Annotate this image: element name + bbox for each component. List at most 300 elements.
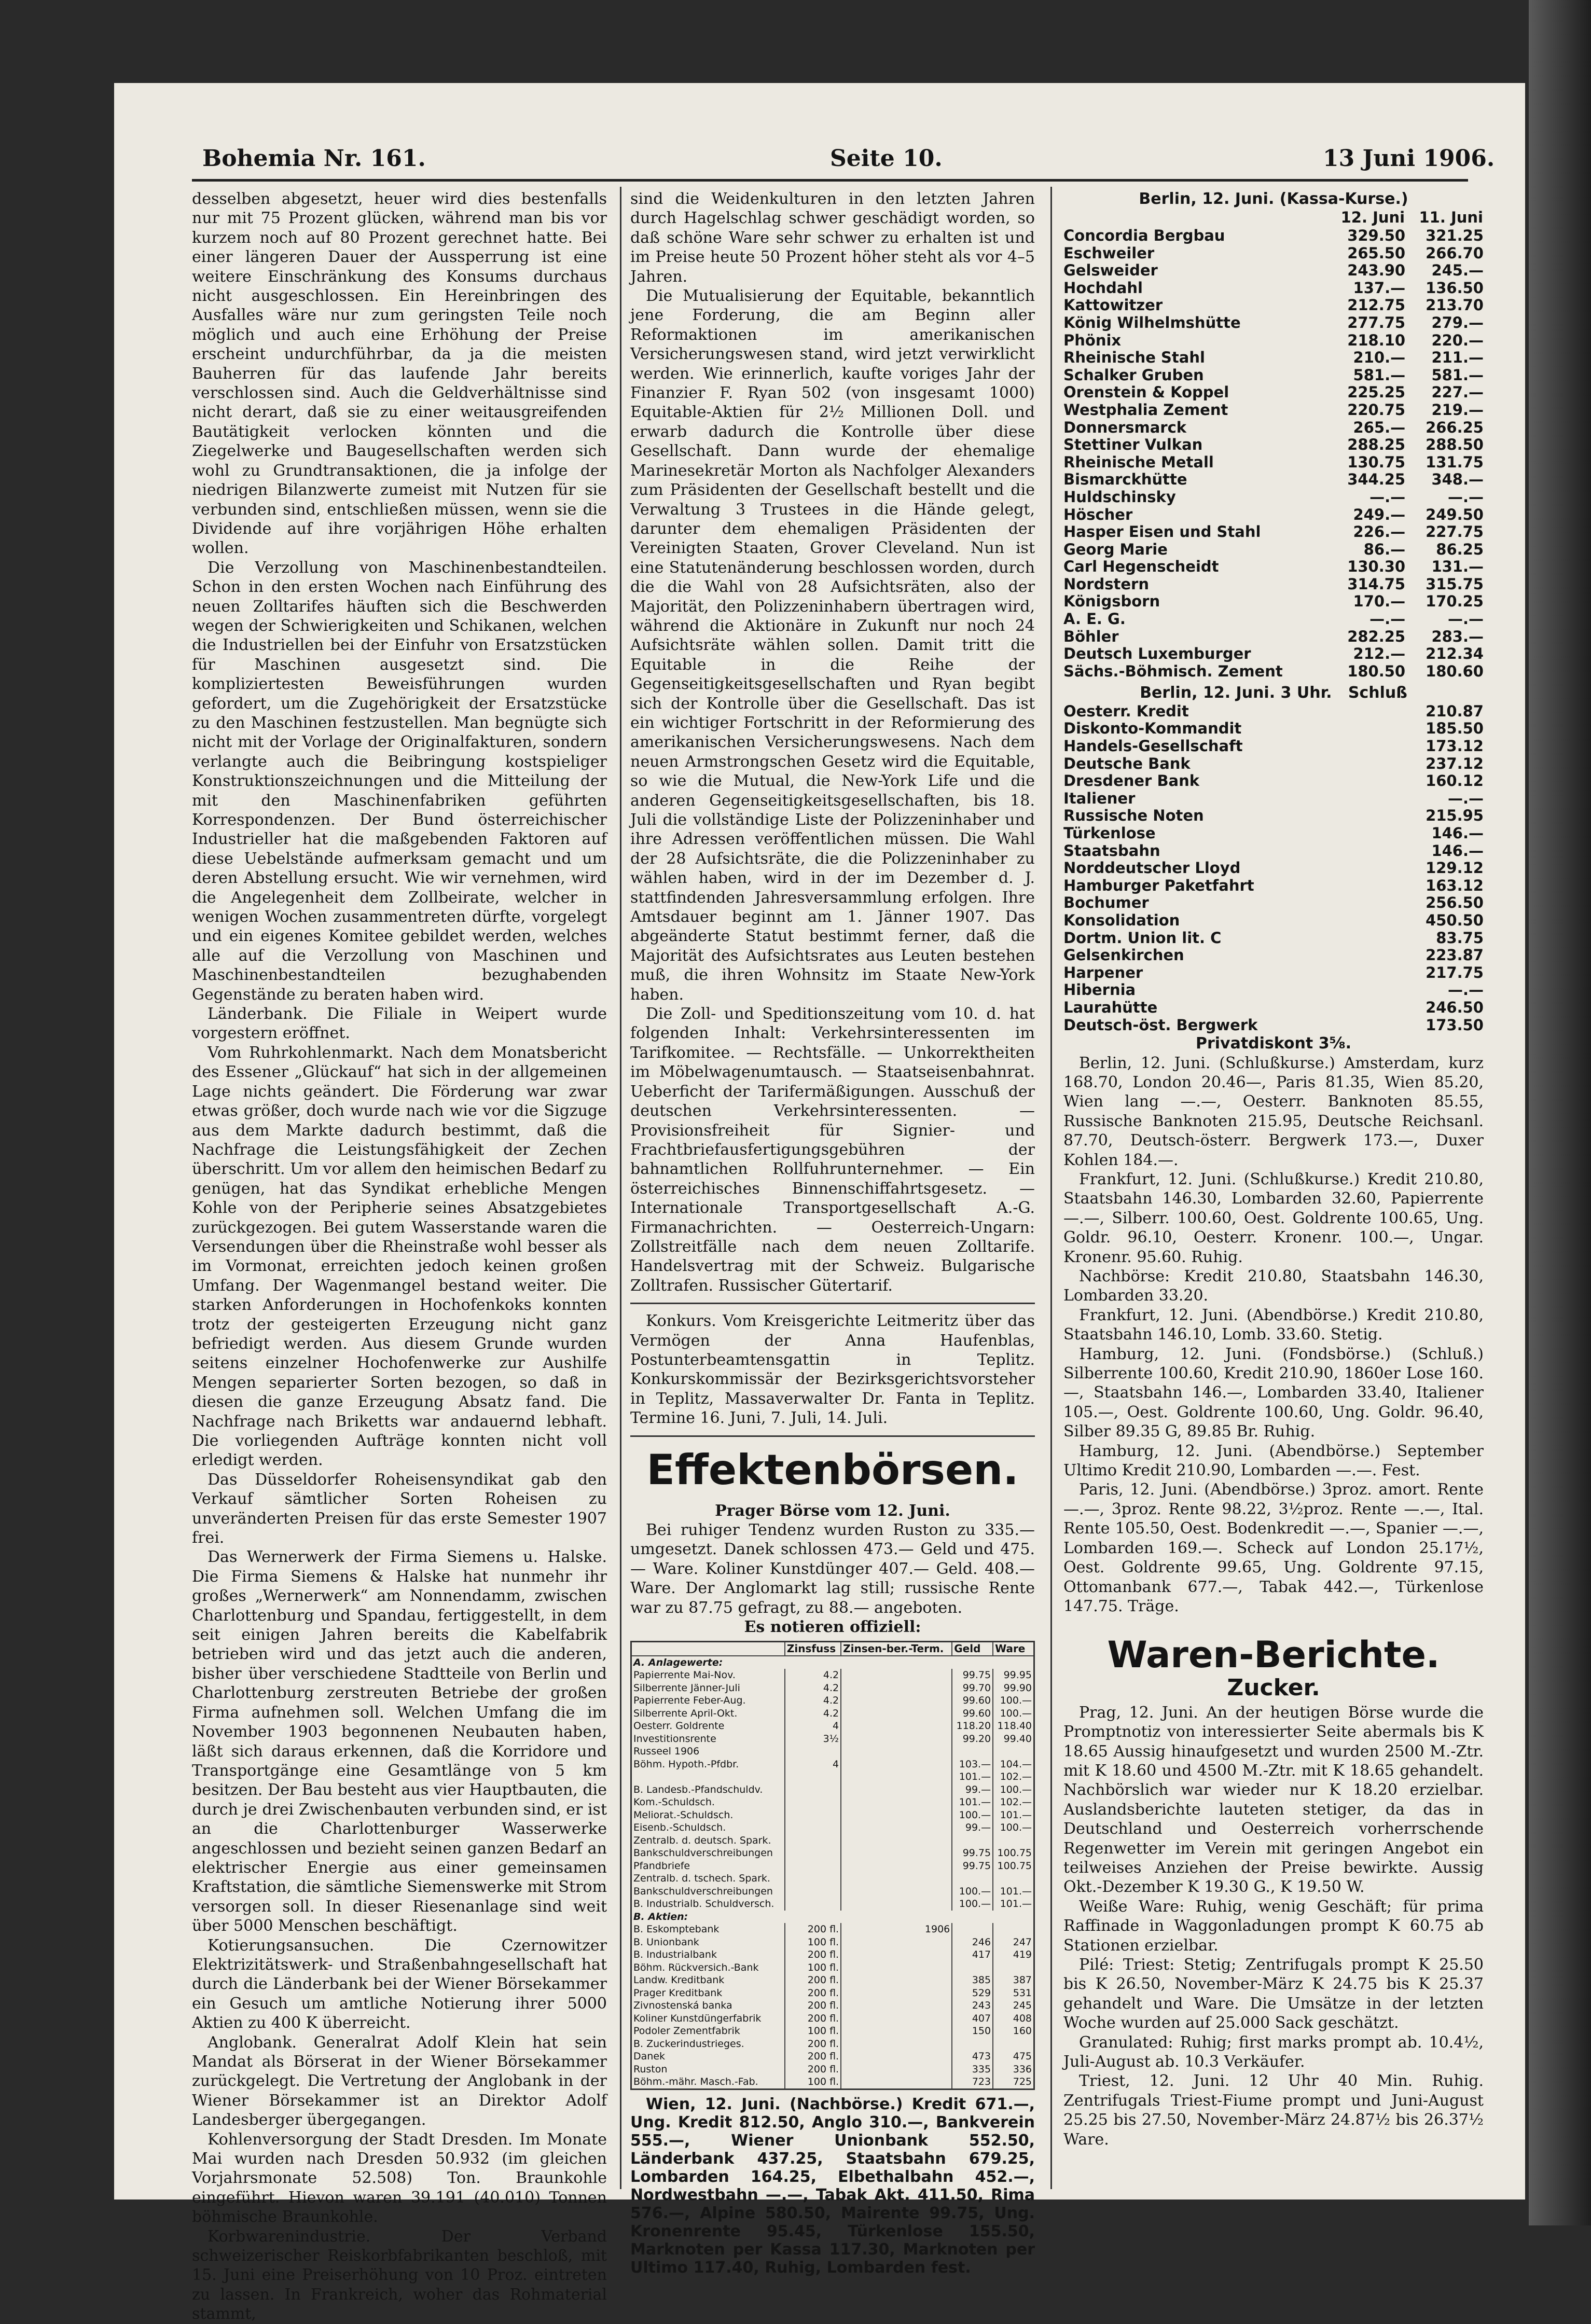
market-report: Nachbörse: Kredit 210.80, Staatsbahn 146.30, Lombarden 33.20. <box>1063 1267 1484 1305</box>
stock-value: 160.12 <box>1426 772 1484 790</box>
table-cell: 103.— <box>952 1758 993 1771</box>
stock-name: Stettiner Vulkan <box>1063 436 1203 454</box>
stock-row <box>1063 332 1484 350</box>
stock-value: 146.— <box>1431 824 1484 842</box>
table-cell <box>952 1834 993 1847</box>
stock-name: Sächs.-Böhmisch. Zement <box>1063 662 1283 680</box>
stock-row <box>1063 541 1484 559</box>
stock-name: Orenstein & Koppel <box>1063 383 1229 402</box>
stock-row <box>1063 842 1484 860</box>
table-row <box>631 2025 1034 2038</box>
berlin-kassa-table <box>1063 209 1484 680</box>
stock-name: Konsolidation <box>1063 911 1180 929</box>
stock-value: 163.12 <box>1426 876 1484 894</box>
table-cell: 101.— <box>952 1770 993 1783</box>
stock-row <box>1063 807 1484 825</box>
market-report: Paris, 12. Juni. (Abendbörse.) 3proz. amort. Rente —.—, 3proz. Rente 98.22, 3½proz. Rente —.—, Ital. Rente 105.50, Oest. Bodenkredit —.—, Spanier —.—, Lombarden 169.—. Scheck auf London 25.17½, Oest. Goldrente 99.65, Ung. Goldrente 97.15, Ottomanbank 677.—, Tabak 442.—, Türkenlose 147.75. Träge. <box>1063 1481 1484 1615</box>
market-report: Frankfurt, 12. Juni. (Schlußkurse.) Kredit 210.80, Staatsbahn 146.30, Lombarden 32.60, Papierrente —.—, Silberr. 100.60, Oest. Goldrente 100.65, Ung. Goldr. 96.10, Oesterr. Kronenr. 100.—, Ungar. Kronenr. 95.60. Ruhig. <box>1063 1170 1484 1266</box>
table-cell: 102.— <box>993 1796 1034 1809</box>
table-row <box>631 1974 1034 1987</box>
stock-name: Laurahütte <box>1063 998 1158 1016</box>
market-report: Hamburg, 12. Juni. (Abendbörse.) September Ultimo Kredit 210.90, Lombarden —.—. Fest. <box>1063 1442 1484 1480</box>
stock-row <box>1063 384 1484 402</box>
table-cell: 160 <box>993 2025 1034 2038</box>
table-cell <box>841 1999 952 2012</box>
table-cell <box>841 1707 952 1720</box>
article-paragraph: Länderbank. Die Filiale in Weipert wurde vorgestern eröffnet. <box>192 1005 607 1043</box>
stock-name: Hasper Eisen und Stahl <box>1063 523 1261 541</box>
stock-row <box>1063 663 1484 681</box>
table-cell: 243 <box>952 1999 993 2012</box>
stock-row <box>1063 576 1484 593</box>
table-cell <box>785 1885 841 1898</box>
table-cell: Podoler Zementfabrik <box>631 2025 785 2038</box>
zucker-heading: Zucker. <box>1227 1675 1320 1702</box>
stock-row <box>1063 262 1484 280</box>
stock-name: Gelsweider <box>1063 261 1158 280</box>
stock-value: 213.70 <box>1426 296 1484 314</box>
article-paragraph: Korbwarenindustrie. Der Verband schweizerischer Reiskorbfabrikanten beschloß, mit 15. Juni eine Preiserhöhung von 10 Proz. eintreten zu lassen. In Frankreich, woher das Rohmaterial stammt, <box>192 2227 607 2323</box>
table-cell: 100.— <box>952 1898 993 1911</box>
article-paragraph: Die Mutualisierung der Equitable, bekanntlich jene Forderung, die am Beginn aller Reformaktionen im amerikanischen Versicherungswesen stand, wird jetzt verwirklicht werden. Wie erinnerlich, kaufte voriges Jahr der Finanzier F. Ryan 502 (von insgesamt 1000) Equitable-Aktien für 2½ Millionen Doll. und erwarb dadurch die Kontrolle über diese Gesellschaft. Dann wurde der ehemalige Marinesekretär Morton als Nachfolger Alexanders zum Präsidenten der Gesellschaft bestellt und die Verwaltung 3 Trustees in die Hände gelegt, darunter dem ehemaligen Präsidenten der Vereinigten Staaten, Grover Cleveland. Nun ist eine Statutenänderung beschlossen worden, durch die die Wahl von 28 Aufsichtsräten, also der Majorität, den Polizzeninhabern übertragen wird, während die Aktionäre in Zukunft nur noch 24 Aufsichtsräte wählen sollen. Damit tritt die Equitable in die Reihe der Gegenseitigkeitsgesellschaften und Ryan begibt sich der Kontrolle über die Gesellschaft. Das ist ein wichtiger Fortschritt in der Reformierung des amerikanischen Versicherungswesens. Nach dem neuen Armstrongschen Gesetz wird die Equitable, so wie die Mutual, die New-York Life und die anderen Gegenseitigkeitsgesellschaften, bis 18. Juli die vollständige Liste der Polizzeninhaber und ihre Adressen veröffentlichen müssen. Die Wahl der 28 Aufsichtsräte, die die Polizzeninhaber zu wählen haben, wird in der im Dezember d. J. stattfindenden Jahresversammlung erfolgen. Ihre Amtsdauer beginnt am 1. Jänner 1907. Das abgeänderte Statut bestimmt ferner, daß die Majorität des Aufsichtsrates aus Leuten bestehen muß, die ihren Wohnsitz im Staate New-York haben. <box>630 287 1035 1004</box>
stock-name: Concordia Bergbau <box>1063 227 1225 244</box>
berlin-3uhr-table <box>1063 703 1484 1034</box>
table-cell <box>841 2076 952 2089</box>
table-row <box>631 2038 1034 2051</box>
table-cell <box>841 1872 952 1885</box>
table-row <box>631 1987 1034 2000</box>
table-cell: 4.2 <box>785 1694 841 1707</box>
table-cell: 419 <box>993 1948 1034 1961</box>
table-cell: Papierrente Feber-Aug. <box>631 1694 785 1707</box>
stock-value: 277.75 <box>1347 313 1406 331</box>
stock-name: A. E. G. <box>1063 610 1126 628</box>
berlin-3uhr-col: Schluß <box>1348 684 1407 702</box>
stock-value: —.— <box>1447 488 1484 506</box>
table-cell: Eisenb.-Schuldsch. <box>631 1821 785 1834</box>
table-cell <box>952 1923 993 1936</box>
table-cell: 407 <box>952 2012 993 2025</box>
table-cell: 100 fl. <box>785 2076 841 2089</box>
table-cell: Zentralb. d. deutsch. Spark. <box>631 1834 785 1847</box>
waren-paragraph: Prag, 12. Juni. An der heutigen Börse wurde die Promptnotiz von interessierter Seite abermals bis K 18.65 Aussig hinaufgesetzt und wurden 2500 M.-Ztr. mit K 18.60 und 4500 M.-Ztr. mit K 18.65 gehandelt. Nachbörslich war wieder nur K 18.20 erzielbar. Auslandsberichte lauteten stetiger, da das in Deutschland und Oesterreich vorherrschende Regenwetter im Verein mit geringen Angebot ein teilweises Anziehen der Preise bewirkte. Aussig Okt.-Dezember K 19.30 G., K 19.50 W. <box>1063 1703 1484 1897</box>
table-cell: 247 <box>993 1936 1034 1949</box>
table-cell: Kom.-Schuldsch. <box>631 1796 785 1809</box>
berlin-kassa-heading: Berlin, 12. Juni. (Kassa-Kurse.) <box>1139 190 1408 208</box>
stock-value: 249.— <box>1353 505 1406 523</box>
stock-value: 243.90 <box>1347 261 1406 280</box>
table-cell: 200 fl. <box>785 1923 841 1936</box>
table-cell <box>841 1720 952 1733</box>
table-cell <box>993 1834 1034 1847</box>
article-paragraph: Kotierungsansuchen. Die Czernowitzer Elektrizitätswerk- und Straßenbahngesellschaft hat durch die Länderbank bei der Wiener Börsekammer ein Gesuch um amtliche Notierung ihrer 5000 Aktien zu 400 K überreicht. <box>192 1936 607 2032</box>
table-cell <box>841 1745 952 1758</box>
stock-row <box>1063 454 1484 472</box>
table-cell <box>841 1783 952 1796</box>
stock-name: Rheinische Metall <box>1063 453 1214 471</box>
table-cell: 725 <box>993 2076 1034 2089</box>
stock-row <box>1063 280 1484 297</box>
table-section-label: B. Aktien: <box>631 1911 1034 1924</box>
table-cell: 99.70 <box>952 1682 993 1695</box>
stock-value: 249.50 <box>1426 505 1484 523</box>
table-cell: 99.20 <box>952 1733 993 1746</box>
stock-value: 130.30 <box>1347 558 1406 576</box>
table-cell: 4.2 <box>785 1682 841 1695</box>
stock-name: Hochdahl <box>1063 279 1143 297</box>
table-cell <box>841 2050 952 2063</box>
table-cell <box>841 1796 952 1809</box>
table-cell <box>952 1961 993 1974</box>
table-cell: 200 fl. <box>785 1987 841 2000</box>
stock-row <box>1063 245 1484 262</box>
table-row <box>631 1682 1034 1695</box>
berlin-3uhr-title: Berlin, 12. Juni. 3 Uhr. <box>1140 684 1332 702</box>
table-row <box>631 1961 1034 1974</box>
stock-value: 217.75 <box>1426 963 1484 981</box>
table-row <box>631 1885 1034 1898</box>
stock-value: 212.34 <box>1426 645 1484 663</box>
table-cell: 101.— <box>993 1809 1034 1822</box>
stock-row <box>1063 964 1484 982</box>
stock-name: Norddeutscher Lloyd <box>1063 859 1241 877</box>
stock-name: Dortm. Union lit. C <box>1063 929 1222 947</box>
table-row <box>631 1770 1034 1783</box>
stock-row <box>1063 489 1484 506</box>
table-row <box>631 1860 1034 1873</box>
stock-value: 581.— <box>1353 366 1406 384</box>
article-paragraph: Die Zoll- und Speditionszeitung vom 10. d. hat folgenden Inhalt: Verkehrsinteressenten im Tarifkomitee. — Rechtsfälle. — Unkorrektheiten im Möbelwagenumtausch. — Staatseisenbahnrat. Ueberficht der Tarifermäßigungen. Ausschuß der deutschen Verkehrsinteressenten. — Provisionsfreiheit für Signier- und Frachtbriefausfertigungsgebühren der bahnamtlichen Rollfuhrunternehmer. — Ein österreichisches Binnenschiffahrtsgesetz. — Internationale Transportgesellschaft A.-G. Firmanachrichten. — Oesterreich-Ungarn: Zollstreitfälle nach dem neuen Zolltarife. Handelsvertrag mit der Schweiz. Bulgarische Zolltrafen. Russischer Gütertarif. <box>630 1005 1035 1295</box>
newspaper-page <box>114 83 1525 2323</box>
stock-name: Bochumer <box>1063 894 1149 912</box>
stock-value: 86.25 <box>1436 540 1484 558</box>
table-cell <box>993 1923 1034 1936</box>
stock-value: 137.— <box>1353 279 1406 297</box>
table-cell: B. Landesb.-Pfandschuldv. <box>631 1783 785 1796</box>
stock-value: 210.87 <box>1426 702 1484 720</box>
stock-name: Höscher <box>1063 505 1133 523</box>
table-cell <box>841 1847 952 1860</box>
table-cell <box>841 1809 952 1822</box>
stock-value: 266.70 <box>1426 244 1484 262</box>
table-cell: 529 <box>952 1987 993 2000</box>
stock-row <box>1063 523 1484 541</box>
table-cell: 100.75 <box>993 1847 1034 1860</box>
stock-value: 450.50 <box>1426 911 1484 929</box>
article-paragraph: Anglobank. Generalrat Adolf Klein hat sein Mandat als Börserat in der Wiener Börsekammer zurückgelegt. Die Vertretung der Anglobank in der Wiener Börsekammer ist an Direktor Adolf Landesberger übergegangen. <box>192 2033 607 2129</box>
table-cell <box>785 1745 841 1758</box>
table-cell <box>785 1796 841 1809</box>
stock-value: 211.— <box>1431 349 1484 367</box>
waren-paragraph: Triest, 12. Juni. 12 Uhr 40 Min. Ruhig. Zentrifugals Triest-Fiume prompt und Juni-August 25.25 bis 27.50, November-März 24.87½ bis 26.37½ Ware. <box>1063 2072 1484 2149</box>
stock-value: 314.75 <box>1347 575 1406 593</box>
stock-row <box>1063 912 1484 930</box>
table-cell: 335 <box>952 2063 993 2076</box>
stock-name: Hibernia <box>1063 981 1136 999</box>
section-rule <box>630 1435 1035 1437</box>
stock-row <box>1063 593 1484 611</box>
stock-value: 288.50 <box>1426 436 1484 454</box>
notieren-heading: Es notieren offiziell: <box>744 1618 921 1637</box>
table-header: Zinsfuss <box>785 1642 841 1656</box>
stock-name: Harpener <box>1063 963 1143 981</box>
stock-value: 131.75 <box>1426 453 1484 471</box>
market-report: Berlin, 12. Juni. (Schlußkurse.) Amsterdam, kurz 168.70, London 20.46—, Paris 81.35, Wien 85.20, Wien lang —.—, Oesterr. Banknoten 85.55, Russische Banknoten 215.95, Deutsche Reichsanl. 87.70, Deutsch-österr. Bergwerk 173.—, Duxer Kohlen 184.—. <box>1063 1054 1484 1169</box>
stock-value: 185.50 <box>1426 720 1484 738</box>
stock-name: Italiener <box>1063 789 1136 807</box>
table-cell <box>841 1885 952 1898</box>
stock-name: Gelsenkirchen <box>1063 946 1184 964</box>
table-row <box>631 1936 1034 1949</box>
table-cell: 101.— <box>952 1796 993 1809</box>
table-cell: 417 <box>952 1948 993 1961</box>
table-cell: Prager Kreditbank <box>631 1987 785 2000</box>
table-cell: 100 fl. <box>785 2025 841 2038</box>
stock-row <box>1063 894 1484 912</box>
table-row <box>631 1847 1034 1860</box>
stock-name: Deutsch-öst. Bergwerk <box>1063 1016 1258 1034</box>
table-cell: 100.— <box>952 1809 993 1822</box>
table-cell: Böhm. Rückversich.-Bank <box>631 1961 785 1974</box>
table-section-label: A. Anlagewerte: <box>631 1656 1034 1669</box>
table-cell: 3½ <box>785 1733 841 1746</box>
table-cell: Zentralb. d. tschech. Spark. <box>631 1872 785 1885</box>
stock-value: 225.25 <box>1347 383 1406 402</box>
stock-value: 266.25 <box>1426 418 1484 436</box>
stock-row <box>1063 790 1484 808</box>
table-cell: 99.75 <box>952 1860 993 1873</box>
article-paragraph: sind die Weidenkulturen in den letzten Jahren durch Hagelschlag schwer geschädigt worden, so daß schöne Ware sehr schwer zu erhalten ist und im Preise heute 50 Prozent höher steht als vor 4–5 Jahren. <box>630 190 1035 286</box>
stock-name: Donnersmarck <box>1063 418 1187 436</box>
stock-row <box>1063 720 1484 738</box>
table-cell: 387 <box>993 1974 1034 1987</box>
table-cell: 99.95 <box>993 1669 1034 1682</box>
table-cell <box>993 2038 1034 2051</box>
table-cell <box>952 1872 993 1885</box>
table-cell: 4 <box>785 1720 841 1733</box>
table-row <box>631 2050 1034 2063</box>
stock-row <box>1063 703 1484 721</box>
article-paragraph: desselben abgesetzt, heuer wird dies bestenfalls nur mit 75 Prozent glücken, während man bis vor kurzem noch auf 80 Prozent gerechnet hatte. Bei einer längeren Dauer der Aussperrung ist eine weitere Einschränkung des Konsums durchaus nicht ausgeschlossen. Ein Hereinbringen des Ausfalles wäre nur zum geringsten Teile noch möglich und auch eine Erhöhung der Preise erscheint undurchführbar, da ja die meisten Bauherren für das laufende Jahr bereits verschlossen sind. Auch die Geldverhältnisse sind nicht derart, daß sie zu einer weitausgreifenden Bautätigkeit verlocken könnten und die Ziegelwerke und Baugesellschaften werden sich wohl zu Grundtransaktionen, die ja infolge der niedrigen Bilanzwerte zumeist mit Nutzen für sie verbunden sind, entschließen müssen, wenn sie die Dividende auf ihre vorjährigen Höhe erhalten wollen. <box>192 190 607 558</box>
stock-value: 279.— <box>1431 313 1484 331</box>
table-cell: 99.60 <box>952 1694 993 1707</box>
stock-value: 245.— <box>1431 261 1484 280</box>
table-cell <box>993 1745 1034 1758</box>
stock-name: Böhler <box>1063 627 1119 645</box>
stock-value: 227.75 <box>1426 523 1484 541</box>
table-row <box>631 1809 1034 1822</box>
stock-row <box>1063 367 1484 384</box>
table-cell: 200 fl. <box>785 2038 841 2051</box>
table-cell <box>841 1961 952 1974</box>
stock-value: 282.25 <box>1347 627 1406 645</box>
wien-nachboerse: Wien, 12. Juni. (Nachbörse.) Kredit 671.—, Ung. Kredit 812.50, Anglo 310.—, Bankverein 555.—, Wiener Unionbank 552.50, Länderbank 437.25, Staatsbahn 679.25, Lombarden 164.25, Elbethalbahn 452.—, Nordwestbahn —.—, Tabak Akt. 411.50, Rima 576.—, Alpine 580.50, Mairente 99.75, Ung. Kronenrente 95.45, Türkenlose 155.50, Marknoten per Kassa 117.30, Marknoten per Ultimo 117.40, Ruhig, Lombarden fest. <box>630 2095 1035 2277</box>
stock-row <box>1063 825 1484 842</box>
stock-value: 344.25 <box>1347 471 1406 489</box>
stock-value: 173.12 <box>1426 737 1484 755</box>
table-row <box>631 1821 1034 1834</box>
stock-name: Diskonto-Kommandit <box>1063 720 1242 738</box>
table-cell <box>841 1948 952 1961</box>
stock-row <box>1063 645 1484 663</box>
table-row <box>631 1898 1034 1911</box>
table-cell: 4 <box>785 1758 841 1771</box>
table-cell <box>993 1872 1034 1885</box>
stock-value: 219.— <box>1431 400 1484 419</box>
stock-value: —.— <box>1369 488 1406 506</box>
table-cell <box>785 1872 841 1885</box>
section-rule <box>630 1303 1035 1304</box>
table-cell <box>785 1860 841 1873</box>
stock-value: —.— <box>1447 981 1484 999</box>
table-cell <box>785 1821 841 1834</box>
stock-row <box>1063 227 1484 245</box>
masthead-left: Bohemia Nr. 161. <box>202 145 426 172</box>
table-cell <box>785 1847 841 1860</box>
table-cell <box>841 1669 952 1682</box>
stock-value: 237.12 <box>1426 754 1484 772</box>
table-cell: 200 fl. <box>785 2063 841 2076</box>
table-cell: 4.2 <box>785 1707 841 1720</box>
table-cell: 408 <box>993 2012 1034 2025</box>
stock-row <box>1063 506 1484 524</box>
table-cell: 99.75 <box>952 1669 993 1682</box>
table-cell: 100.75 <box>993 1860 1034 1873</box>
stock-value: 223.87 <box>1426 946 1484 964</box>
table-cell: Investitionsrente <box>631 1733 785 1746</box>
stock-value: 220.75 <box>1347 400 1406 419</box>
table-cell <box>952 1745 993 1758</box>
table-cell <box>841 1974 952 1987</box>
stock-value: 170.— <box>1353 592 1406 611</box>
stock-name: Phönix <box>1063 331 1122 349</box>
table-cell <box>841 1834 952 1847</box>
table-cell: 100.— <box>993 1783 1034 1796</box>
stock-name: Deutsche Bank <box>1063 754 1191 772</box>
page-number: Seite 10. <box>830 145 943 172</box>
table-section-row <box>631 1911 1034 1924</box>
col-head: 11. Juni <box>1419 209 1483 227</box>
table-cell: 200 fl. <box>785 2050 841 2063</box>
stock-row <box>1063 349 1484 367</box>
table-cell: 200 fl. <box>785 1999 841 2012</box>
stock-row <box>1063 999 1484 1017</box>
table-cell: Landw. Kreditbank <box>631 1974 785 1987</box>
table-cell: Papierrente Mai-Nov. <box>631 1669 785 1682</box>
stock-value: 265.50 <box>1347 244 1406 262</box>
stock-value: 226.— <box>1353 523 1406 541</box>
prager-heading: Prager Börse vom 12. Juni. <box>715 1501 950 1520</box>
table-cell <box>841 2025 952 2038</box>
table-row <box>631 2076 1034 2089</box>
stock-name: Eschweiler <box>1063 244 1155 262</box>
table-cell: 100.— <box>993 1821 1034 1834</box>
stock-row <box>1063 628 1484 646</box>
issue-date: 13 Juni 1906. <box>1323 145 1495 172</box>
stock-row <box>1063 738 1484 755</box>
table-cell: 101.— <box>993 1885 1034 1898</box>
stock-value: 180.60 <box>1426 662 1484 680</box>
table-cell: 100 fl. <box>785 1961 841 1974</box>
table-row <box>631 1923 1034 1936</box>
table-cell: Zivnostenská banka <box>631 1999 785 2012</box>
stock-value: 212.— <box>1353 645 1406 663</box>
table-cell: 100 fl. <box>785 1936 841 1949</box>
table-cell: B. Industrialbank <box>631 1948 785 1961</box>
table-row <box>631 2012 1034 2025</box>
table-cell <box>841 1936 952 1949</box>
effekten-title: Effektenbörsen. <box>646 1445 1019 1494</box>
table-cell: Ruston <box>631 2063 785 2076</box>
table-row <box>631 1707 1034 1720</box>
stock-value: 180.50 <box>1347 662 1406 680</box>
stock-name: Huldschinsky <box>1063 488 1176 506</box>
table-cell: Danek <box>631 2050 785 2063</box>
stock-value: 210.— <box>1353 349 1406 367</box>
stock-value: 265.— <box>1353 418 1406 436</box>
table-cell: 99.— <box>952 1783 993 1796</box>
stock-value: 86.— <box>1363 540 1406 558</box>
table-cell: Böhm. Hypoth.-Pfdbr. <box>631 1758 785 1771</box>
prager-text: Bei ruhiger Tendenz wurden Ruston zu 335.— umgesetzt. Danek schlossen 473.— Geld und 475.— Ware. Koliner Kunstdünger 407.— Geld. 408.— Ware. Der Anglomarkt lag still; russische Rente war zu 87.75 gefragt, zu 88.— angeboten. <box>630 1521 1035 1617</box>
table-cell: 99.40 <box>993 1733 1034 1746</box>
stock-name: Dresdener Bank <box>1063 772 1200 790</box>
table-cell: B. Unionbank <box>631 1936 785 1949</box>
article-paragraph: Das Düsseldorfer Roheisensyndikat gab den Verkauf sämtlicher Sorten Roheisen zu unveränderten Preisen für das erste Semester 1907 frei. <box>192 1470 607 1547</box>
stock-row <box>1063 611 1484 628</box>
table-cell: B. Industrialb. Schuldversch. <box>631 1898 785 1911</box>
article-paragraph: Die Verzollung von Maschinenbestandteilen. Schon in den ersten Wochen nach Einführung des neuen Zolltarifes häuften sich die Beschwerden wegen der Schwierigkeiten und Schikanen, welchen die Industriellen bei der Einfuhr von Ersatzstücken für Maschinen ausgesetzt sind. Die kompliziertesten Beweisführungen wurden gefordert, um die Zugehörigkeit der Ersatzstücke zu den Maschinen festzustellen. Man begnügte sich nicht mit der Vorlage der Originalfakturen, sondern verlangte auch die Beibringung kostspieliger Konstruktionszeichnungen und die Mitteilung der mit den Maschinenfabriken geführten Korrespondenzen. Der Bund österreichischer Industrieller hat die maßgebenden Faktoren auf diese Uebelstände aufmerksam gemacht und um deren Abstellung ersucht. Wie wir vernehmen, wird die Angelegenheit dem Zollbeirate, welcher in wenigen Wochen zusammentreten dürfte, vorgelegt und ein eigenes Komitee gebildet werden, welches alle auf die Verzollung von Maschinen und Maschinenbestandteilen bezughabenden Gegenstände zu beraten haben wird. <box>192 558 607 1004</box>
table-section-row <box>631 1656 1034 1669</box>
stock-name: König Wilhelmshütte <box>1063 313 1241 331</box>
table-cell <box>993 1961 1034 1974</box>
column-divider <box>620 187 621 2189</box>
stock-name: Hamburger Paketfahrt <box>1063 876 1254 894</box>
stock-name: Bismarckhütte <box>1063 471 1187 489</box>
table-cell: Meliorat.-Schuldsch. <box>631 1809 785 1822</box>
stock-row <box>1063 947 1484 964</box>
table-cell: B. Eskomptebank <box>631 1923 785 1936</box>
stock-name: Handels-Gesellschaft <box>1063 737 1243 755</box>
stock-value: 129.12 <box>1426 859 1484 877</box>
table-cell <box>631 1770 785 1783</box>
stock-value: —.— <box>1369 610 1406 628</box>
table-cell: 102.— <box>993 1770 1034 1783</box>
stock-row <box>1063 877 1484 895</box>
table-cell: Bankschuldverschreibungen <box>631 1847 785 1860</box>
table-header <box>631 1642 785 1656</box>
article-paragraph: Das Wernerwerk der Firma Siemens u. Halske. Die Firma Siemens & Halske hat nunmehr ihr großes „Wernerwerk“ am Nonnendamm, zwischen Charlottenburg und Spandau, fertiggestellt, in dem seit einigen Jahren bereits die Kabelfabrik betrieben wird und das jetzt auch die anderen, bisher über verschiedene Stadtteile von Berlin und Charlottenburg zerstreuten Betriebe der großen Firma aufnehmen soll. Welchen Umfang die im November 1903 begonnenen Neubauten haben, läßt sich daraus erkennen, daß die Korridore und Transportgänge eine Gesamtlänge von 5 km besitzen. Der Bau besteht aus vier Hauptbauten, die durch je drei Zwischenbauten verbunden sind, er ist an die Charlottenburger Wasserwerke angeschlossen und bezieht seinen ganzen Bedarf an elektrischer Energie aus einer gemeinsamen Kraftstation, die sämtliche Siemenswerke mit Strom versorgen soll. In dieser Riesenanlage sind weit über 5000 Menschen beschäftigt. <box>192 1548 607 1935</box>
stock-row <box>1063 1017 1484 1034</box>
table-cell: 475 <box>993 2050 1034 2063</box>
table-cell: 246 <box>952 1936 993 1949</box>
table-row <box>631 1834 1034 1847</box>
stock-row <box>1063 419 1484 437</box>
stock-name: Staatsbahn <box>1063 841 1160 860</box>
table-row <box>631 1758 1034 1771</box>
table-cell: 150 <box>952 2025 993 2038</box>
article-paragraph: Kohlenversorgung der Stadt Dresden. Im Monate Mai wurden nach Dresden 50.932 (im gleichen Vorjahrsmonate 52.508) Ton. Braunkohle eingeführt. Hievon waren 39.191 (40.010) Tonnen böhmische Braunkohle. <box>192 2130 607 2226</box>
stock-value: 173.50 <box>1426 1016 1484 1034</box>
stock-name: Schalker Gruben <box>1063 366 1204 384</box>
stock-value: 283.— <box>1431 627 1484 645</box>
table-header: Zinsen-ber.-Term. <box>841 1642 952 1656</box>
stock-row <box>1063 314 1484 332</box>
stock-value: 315.75 <box>1426 575 1484 593</box>
market-report: Frankfurt, 12. Juni. (Abendbörse.) Kredit 210.80, Staatsbahn 146.10, Lomb. 33.60. Stetig. <box>1063 1306 1484 1344</box>
table-cell: 200 fl. <box>785 1974 841 1987</box>
column-divider <box>1050 187 1052 2189</box>
